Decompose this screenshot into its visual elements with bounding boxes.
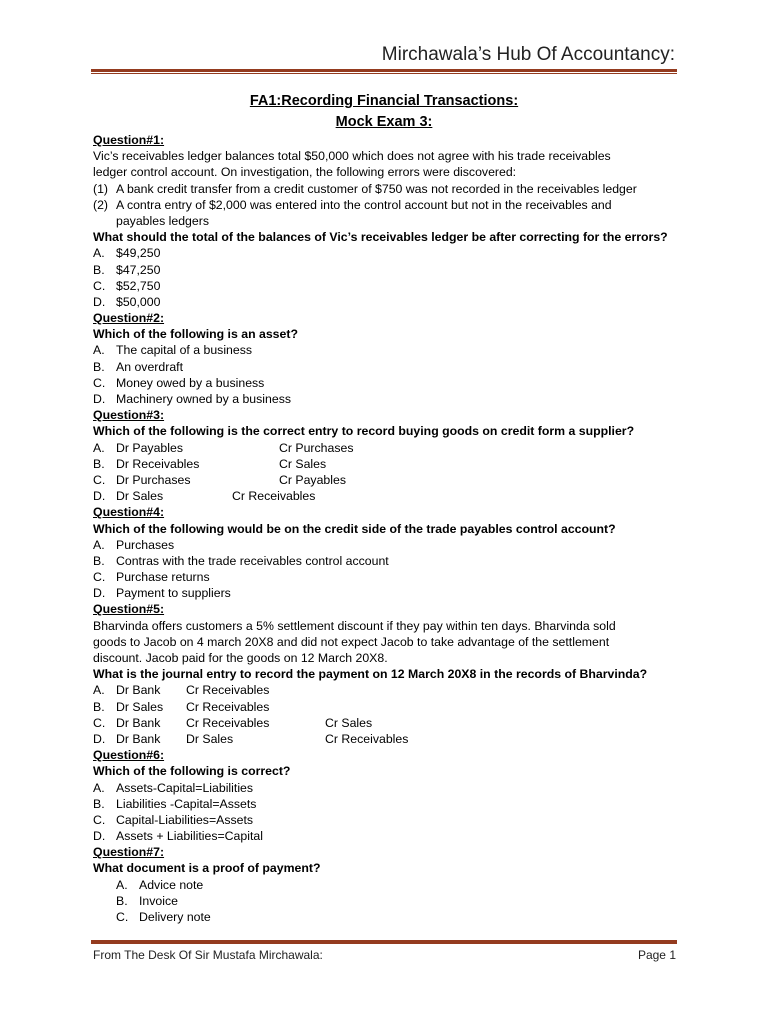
question-1-heading: Question#1: xyxy=(93,133,165,147)
question-2-option-c: C. Money owed by a business xyxy=(93,375,265,390)
question-6-option-b: B. Liabilities -Capital=Assets xyxy=(93,796,257,811)
question-5-option-a: A. Dr Bank Cr Receivables xyxy=(93,683,270,698)
question-5-option-c: C. Dr Bank Cr Receivables Cr Sales xyxy=(93,715,373,730)
question-6-option-a: A. Assets-Capital=Liabilities xyxy=(93,780,254,795)
footer-divider xyxy=(91,939,677,944)
header-title: Mirchawala’s Hub Of Accountancy: xyxy=(381,44,675,65)
question-1-option-c: C. $52,750 xyxy=(93,278,161,293)
question-4-heading: Question#4: xyxy=(93,505,165,520)
document-title: FA1:Recording Financial Transactions: xyxy=(249,93,519,109)
document-subtitle: Mock Exam 3: xyxy=(335,114,433,130)
question-1-prompt: What should the total of the balances of Vic’s receivables ledger be after correcting for the errors? xyxy=(93,230,668,245)
question-6-option-c: C. Capital-Liabilities=Assets xyxy=(93,812,254,827)
question-2-prompt: Which of the following is an asset? xyxy=(93,327,298,342)
question-1-error-2-continued: payables ledgers xyxy=(116,213,209,228)
question-3-option-a: A. Dr Payables Cr Purchases xyxy=(93,440,354,455)
header-divider xyxy=(91,69,677,74)
question-3-prompt: Which of the following is the correct entry to record buying goods on credit form a supplier? xyxy=(93,424,635,439)
question-5-intro-line: Bharvinda offers customers a 5% settlement discount if they pay within ten days. Bharvinda sold xyxy=(93,618,616,633)
question-7-option-a: A. Advice note xyxy=(116,877,204,892)
question-4-option-d: D. Payment to suppliers xyxy=(93,586,231,601)
question-1-error-1: (1) A bank credit transfer from a credit customer of $750 was not recorded in the receivables ledger xyxy=(93,181,637,196)
question-7-heading: Question#7: xyxy=(93,845,165,860)
question-4-option-c: C. Purchase returns xyxy=(93,570,210,585)
question-7-option-c: C. Delivery note xyxy=(116,910,211,924)
question-1-option-d: D. $50,000 xyxy=(93,294,161,309)
question-4-prompt: Which of the following would be on the credit side of the trade payables control account? xyxy=(93,521,616,536)
question-7-prompt: What document is a proof of payment? xyxy=(93,861,321,876)
question-4-option-a: A. Purchases xyxy=(93,537,175,552)
question-5-intro-line: goods to Jacob on 4 march 20X8 and did not expect Jacob to take advantage of the settlement xyxy=(93,634,610,649)
question-5-intro-line: discount. Jacob paid for the goods on 12 March 20X8. xyxy=(93,651,388,665)
question-1-intro-line: ledger control account. On investigation, the following errors were discovered: xyxy=(93,165,517,180)
question-2-option-d: D. Machinery owned by a business xyxy=(93,392,291,406)
question-1-error-2: (2) A contra entry of $2,000 was entered into the control account but not in the receivables and xyxy=(93,197,612,212)
question-5-option-b: B. Dr Sales Cr Receivables xyxy=(93,699,270,714)
question-1-option-b: B. $47,250 xyxy=(93,262,161,277)
question-5-option-d: D. Dr Bank Dr Sales Cr Receivables xyxy=(93,731,409,746)
question-5-heading: Question#5: xyxy=(93,602,165,617)
question-4-option-b: B. Contras with the trade receivables control account xyxy=(93,553,389,568)
question-6-prompt: Which of the following is correct? xyxy=(93,764,291,779)
question-3-option-b: B. Dr Receivables Cr Sales xyxy=(93,456,327,471)
question-7-option-b: B. Invoice xyxy=(116,893,178,908)
question-1-intro-line: Vic’s receivables ledger balances total $50,000 which does not agree with his trade receivables xyxy=(93,149,611,164)
question-2-option-a: A. The capital of a business xyxy=(93,343,253,358)
question-6-option-d: D. Assets + Liabilities=Capital xyxy=(93,829,263,844)
footer-author: From The Desk Of Sir Mustafa Mirchawala: xyxy=(93,948,323,962)
question-2-option-b: B. An overdraft xyxy=(93,359,183,374)
question-1-option-a: A. $49,250 xyxy=(93,246,161,261)
exam-content xyxy=(93,132,683,925)
page-number: Page 1 xyxy=(637,948,676,962)
question-6-heading: Question#6: xyxy=(93,748,165,763)
question-5-prompt: What is the journal entry to record the payment on 12 March 20X8 in the records of Bharvinda? xyxy=(93,667,648,682)
question-3-option-c: C. Dr Purchases Cr Payables xyxy=(93,472,346,487)
question-3-heading: Question#3: xyxy=(93,408,165,423)
question-3-option-d: D. Dr Sales Cr Receivables xyxy=(93,489,316,504)
question-2-heading: Question#2: xyxy=(93,311,165,326)
